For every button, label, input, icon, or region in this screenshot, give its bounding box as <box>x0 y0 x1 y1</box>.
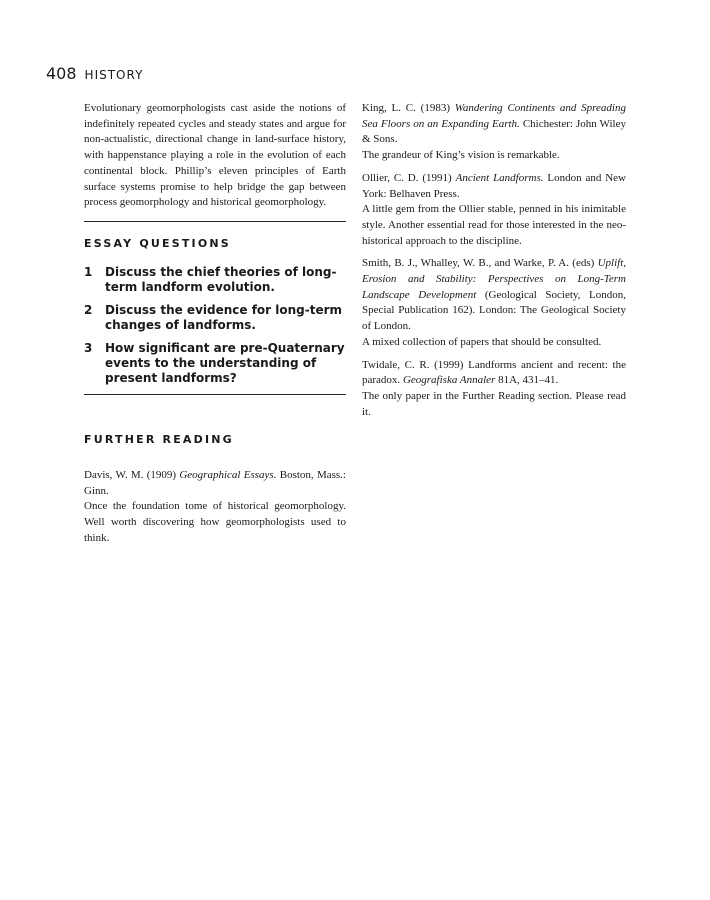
reference-annotation: The grandeur of King’s vision is remarkable. <box>362 149 560 162</box>
reference-citation: Smith, B. J., Whalley, W. B., and Warke, P. A. (eds) Uplift, Erosion and Stability: Perspectives on Long-Term Landscape Development (Geological Society, London, Special Publication 162). London: The Geological Society of London. <box>362 257 626 333</box>
intro-paragraph: Evolutionary geomorphologists cast aside the notions of indefinitely repeated cycles and steady states and argue for non-actualistic, directional change in land-surface history, with happenstance playing a role in the evolution of each continental block. Phillip’s eleven principles of Earth surface systems promise to help bridge the gap between process geomorphology and historical geomorphology. <box>84 102 346 209</box>
reference-annotation: The only paper in the Further Reading section. Please read it. <box>362 389 626 418</box>
question-text: Discuss the chief theories of long-term landform evolution. <box>105 264 337 294</box>
reference-title: Geografiska Annaler <box>402 374 496 387</box>
essay-questions-list <box>84 265 346 386</box>
reference-title: Geographical Essays. <box>179 468 277 481</box>
question-number: 3 <box>84 340 93 355</box>
question-number: 1 <box>84 264 93 279</box>
left-column <box>84 101 346 553</box>
reference-annotation: Once the foundation tome of historical geomorphology. Well worth discovering how geomorphologists used to think. <box>84 500 346 544</box>
reference-entry <box>362 101 626 164</box>
reference-title: Wandering Continents and Spreading Sea Floors on an Expanding Earth. <box>362 102 626 130</box>
further-reading-heading: FURTHER READING <box>84 432 234 446</box>
reference-entry <box>362 358 626 421</box>
reference-entry <box>362 171 626 250</box>
essay-bottom-rule <box>84 394 346 395</box>
question-number: 2 <box>84 302 93 317</box>
reference-entry <box>84 468 346 547</box>
reference-entry <box>362 256 626 350</box>
reference-citation: Ollier, C. D. (1991) Ancient Landforms. London and New York: Belhaven Press. <box>362 171 627 200</box>
reference-title: Uplift, Erosion and Stability: Perspectives on Long-Term Landscape Development <box>362 257 626 301</box>
reference-annotation: A mixed collection of papers that should be consulted. <box>362 335 602 348</box>
essay-question <box>84 303 346 333</box>
running-section-title: HISTORY <box>84 68 144 82</box>
running-head <box>46 64 143 83</box>
question-text: How significant are pre-Quaternary events to the understanding of present landforms? <box>105 340 345 385</box>
reference-title: Ancient Landforms. <box>455 171 544 184</box>
essay-top-rule <box>84 221 346 222</box>
reference-annotation: A little gem from the Ollier stable, penned in his inimitable style. Another essential read for those interested in the neo-historical approach to the discipline. <box>362 203 626 247</box>
page-number: 408 <box>46 64 77 83</box>
essay-question <box>84 341 346 386</box>
reference-citation: Davis, W. M. (1909) Geographical Essays. Boston, Mass.: Ginn. <box>84 468 346 497</box>
reference-citation: King, L. C. (1983) Wandering Continents and Spreading Sea Floors on an Expanding Earth. Chichester: John Wiley & Sons. <box>362 102 626 146</box>
essay-questions-heading: ESSAY QUESTIONS <box>84 236 231 250</box>
essay-question <box>84 265 346 295</box>
question-text: Discuss the evidence for long-term changes of landforms. <box>105 302 343 332</box>
reference-citation: Twidale, C. R. (1999) Landforms ancient and recent: the paradox. Geografiska Annaler 81A, 431–41. <box>362 358 626 387</box>
right-column <box>362 101 626 427</box>
